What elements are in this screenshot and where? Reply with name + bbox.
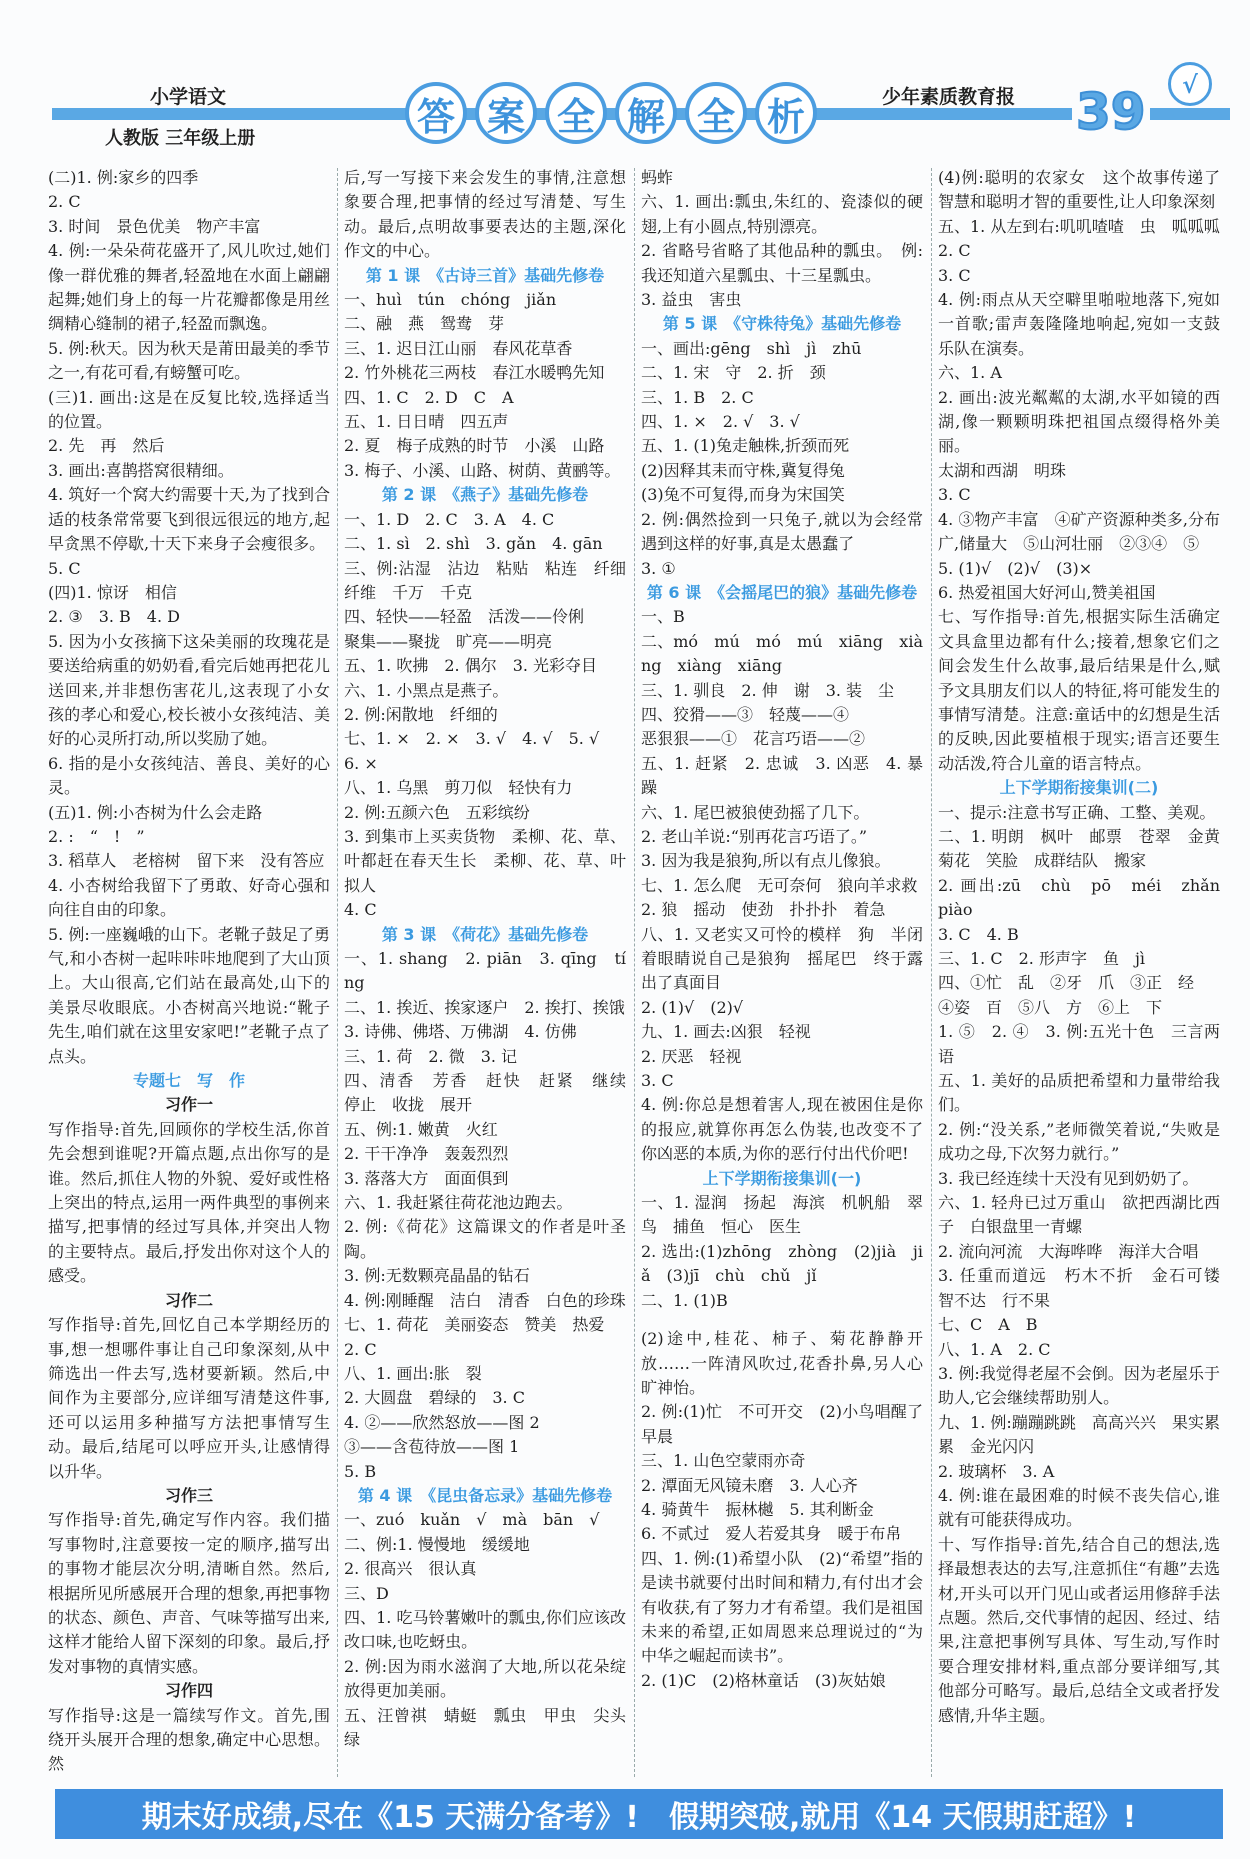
answer-line: 4. ③物产丰富 ④矿产资源种类多,分布广,储量大 ⑤山河壮丽 ②③④ ⑤ <box>938 509 1220 554</box>
answer-line: 二、mó mú mó mú xiāng xiàng xiàng xiāng <box>641 631 923 676</box>
answer-line: 七、C A B <box>938 1315 1038 1335</box>
title-char: 答 <box>405 82 467 144</box>
answer-line: 二、1. 挨近、挨家逐户 2. 挨打、挨饿 <box>344 997 625 1017</box>
answer-line: 4. 骑黄牛 振林樾 5. 其利断金 <box>641 1499 874 1519</box>
answer-line: 2. 很高兴 很认真 <box>344 1559 477 1579</box>
answer-column-2 <box>344 166 643 1752</box>
answer-line: 一、提示:注意书写正确、工整、美观。 <box>938 802 1216 822</box>
answer-line: 5. 例:秋天。因为秋天是莆田最美的季节之一,有花可看,有螃蟹可吃。 <box>48 338 330 383</box>
section-heading: 第 1 课 《古诗三首》基础先修卷 <box>365 265 605 285</box>
answer-line: 4. 筑好一个窝大约需要十天,为了找到合适的枝条常常要飞到很远很远的地方,起早贪黑不停歇,十天下来身子会瘦很多。 <box>48 485 330 554</box>
answer-line: 2. C <box>344 1339 377 1359</box>
answer-line: 4. 例:刚睡醒 洁白 清香 白色的珍珠 <box>344 1290 626 1310</box>
answer-line: 2. 竹外桃花三两枝 春江水暖鸭先知 <box>344 363 605 383</box>
answer-line: ④姿 百 ⑤八 方 ⑥上 下 <box>938 997 1163 1017</box>
answer-line: 八、1. 乌黑 剪刀似 轻快有力 <box>344 778 573 798</box>
answer-line: 5. B <box>344 1461 377 1481</box>
section-heading: 上下学期衔接集训(一) <box>702 1168 862 1188</box>
answer-line: 3. 时间 景色优美 物产丰富 <box>48 216 261 236</box>
answer-line: 三、1. 荷 2. 微 3. 记 <box>344 1046 518 1066</box>
column-divider <box>931 168 932 1777</box>
answer-line: (五)1. 例:小杏树为什么会走路 <box>48 802 263 822</box>
answer-line: 2. 例:偶然捡到一只兔子,就以为会经常遇到这样的好事,真是太愚蠢了 <box>641 509 923 554</box>
answer-line: 3. C <box>641 1071 674 1091</box>
answer-line: 六、1. 轻舟已过万重山 欲把西湖比西子 白银盘里一青螺 <box>938 1193 1220 1237</box>
answer-line: 3. 例:我觉得老屋不会倒。因为老屋乐于助人,它会继续帮助别人。 <box>938 1363 1220 1408</box>
answer-line: 2. 选出:(1)zhōng zhòng (2)jià jiǎ (3)jī chù chǔ jǐ <box>641 1241 923 1286</box>
answer-line: 三、例:沾湿 沾边 粘贴 粘连 纤细 纤维 千万 千克 <box>344 558 643 602</box>
answer-line: 2. 画出:zū chù pō méi zhǎn piào <box>938 875 1237 920</box>
subsection-heading: 习作二 <box>164 1290 213 1310</box>
answer-line: 五、1. 吹拂 2. 偶尔 3. 光彩夺目 <box>344 656 598 676</box>
answer-line: 2. 省略号省略了其他品种的瓢虫。 例:我还知道六星瓢虫、十三星瓢虫。 <box>641 241 923 285</box>
answer-line: 八、1. 又老实又可怜的模样 狗 半闭着眼睛说自己是狼狗 摇尾巴 终于露出了真面目 <box>641 924 923 993</box>
answer-line: 蚂蚱 <box>641 168 674 187</box>
answer-line: 2. 狼 摇动 使劲 扑扑扑 着急 <box>641 900 886 920</box>
answer-line: 五、汪曾祺 蜻蜓 瓢虫 甲虫 尖头绿 <box>344 1705 626 1749</box>
answer-line: 四、1. 例:(1)希望小队 (2)“希望”指的是读书就要付出时间和精力,有付出才会有收获,有了努力才有希望。我们是祖国未来的希望,正如周恩来总理说过的“为中华之崛起而读书”。 <box>641 1548 923 1666</box>
answer-line: 4. ②——欣然怒放——图 2 <box>344 1412 540 1432</box>
checkmark-logo-icon: √ <box>1168 62 1212 106</box>
answer-line: 三、1. B 2. C <box>641 387 754 407</box>
answer-line: 一、1. shang 2. piān 3. qīng tíng <box>344 949 626 993</box>
section-heading: 第 2 课 《燕子》基础先修卷 <box>381 485 589 505</box>
answer-line: 一、1. D 2. C 3. A 4. C <box>344 509 555 529</box>
answer-line: 九、1. 画去:凶狠 轻视 <box>641 1022 811 1042</box>
answer-line: 3. ① <box>641 558 676 578</box>
title-char: 析 <box>755 82 817 144</box>
page-number: 39 <box>1072 84 1150 140</box>
answer-line: 5. (1)√ (2)√ (3)× <box>938 558 1093 578</box>
answer-column-3 <box>641 166 923 1693</box>
promo-banner: 期末好成绩,尽在《15 天满分备考》! 假期突破,就用《14 天假期赶超》! <box>55 1789 1223 1839</box>
answer-line: 6. 指的是小女孩纯洁、善良、美好的心灵。 <box>48 753 330 798</box>
answer-line: 3. 画出:喜鹊搭窝很精细。 <box>48 460 234 480</box>
answer-line: 3. 稻草人 老榕树 留下来 没有答应 <box>48 851 325 871</box>
subject-label: 小学语文 <box>150 86 227 108</box>
answer-line: 三、1. 山色空蒙雨亦奇 <box>641 1451 806 1471</box>
answer-line: 写作指导:这是一篇续写作文。首先,围绕开头展开合理的想象,确定中心思想。然 <box>48 1705 330 1774</box>
answer-line: 三、1. 驯良 2. 伸 谢 3. 装 尘 <box>641 680 895 700</box>
answer-line: 3. 到集市上买卖货物 柔柳、花、草、叶都赶在春天生长 柔柳、花、草、叶 拟人 <box>344 826 643 895</box>
answer-line: 三、1. C 2. 形声字 鱼 jì <box>938 949 1146 968</box>
answer-line: 3. 例:无数颗亮晶晶的钻石 <box>344 1266 530 1286</box>
answer-line: 3. C <box>938 485 971 505</box>
answer-line: 二、1. 明朗 枫叶 邮票 苍翠 金黄 菊花 笑脸 成群结队 搬家 <box>938 826 1237 871</box>
answer-line: 四、清香 芳香 赶快 赶紧 继续 停止 收拢 展开 <box>344 1071 643 1115</box>
answer-line: 3. 益虫 害虫 <box>641 290 742 310</box>
answer-line: (三)1. 画出:这是在反复比较,选择适当的位置。 <box>48 387 330 432</box>
answer-line: 聚集——聚拢 旷亮——明亮 <box>344 631 553 651</box>
answer-line: 三、D <box>344 1583 389 1603</box>
answer-line: 2. 先 再 然后 <box>48 436 165 456</box>
section-heading: 上下学期衔接集训(二) <box>999 778 1159 798</box>
answer-line: 五、1. 从左到右:叽叽喳喳 虫 呱呱呱 <box>938 216 1220 236</box>
answer-line: 3. 诗佛、佛塔、万佛湖 4. 仿佛 <box>344 1022 577 1042</box>
answer-line: 六、1. 画出:瓢虫,朱红的、瓷漆似的硬翅,上有小圆点,特别漂亮。 <box>641 192 923 236</box>
answer-line: 5. 因为小女孩摘下这朵美丽的玫瑰花是要送给病重的奶奶看,看完后她再把花儿送回来,并非想伤害花儿,这表现了小女孩的孝心和爱心,校长被小女孩纯洁、美好的心灵所打动,所以奖励了她。 <box>48 631 330 749</box>
answer-line: 一、1. 湿润 扬起 海滨 机帆船 翠鸟 捕鱼 恒心 医生 <box>641 1193 923 1237</box>
edition-label: 人教版 三年级上册 <box>105 128 256 149</box>
answer-line: 四、狡猾——③ 轻蔑——④ <box>641 704 850 724</box>
answer-line: 五、1. 日日晴 四五声 <box>344 412 509 432</box>
answer-line: 七、1. 荷花 美丽姿态 赞美 热爱 <box>344 1315 605 1335</box>
subsection-heading: 习作一 <box>164 1095 213 1115</box>
answer-line: 五、1. (1)兔走触株,折颈而死 <box>641 436 850 456</box>
answer-line: 3. 因为我是狼狗,所以有点儿像狼。 <box>641 851 891 871</box>
section-heading: 第 6 课 《会摇尾巴的狼》基础先修卷 <box>646 582 918 602</box>
answer-line: 写作指导:首先,回顾你的学校生活,你首先会想到谁呢?开篇点题,点出你写的是谁。然后,抓住人物的外貌、爱好或性格上突出的特点,运用一两件典型的事例来描写,把事情的经过写具体,并突出人物的主要特点。最后,抒发出你对这个人的感受。 <box>48 1119 330 1286</box>
answer-line: 2. (1)√ (2)√ <box>641 997 744 1017</box>
answer-line: 六、1. 尾巴被狼使劲摇了几下。 <box>641 802 870 822</box>
answer-line: 四、轻快——轻盈 活泼——伶俐 <box>344 607 585 627</box>
answer-line: 3. 落落大方 面面俱到 <box>344 1168 509 1188</box>
answer-line: 二、1. sì 2. shì 3. gǎn 4. gān <box>344 534 603 554</box>
answer-line: 2. 厌恶 轻视 <box>641 1046 742 1066</box>
answer-line: 4. 例:雨点从天空噼里啪啦地落下,宛如一首歌;雷声轰隆隆地响起,宛如一支鼓乐队在演奏。 <box>938 290 1220 358</box>
answer-line: 五、1. 赶紧 2. 忠诚 3. 凶恶 4. 暴躁 <box>641 753 923 798</box>
answer-line: 2. (1)C (2)格林童话 (3)灰姑娘 <box>641 1670 886 1690</box>
answer-line: 六、1. 我赶紧往荷花池边跑去。 <box>344 1193 573 1213</box>
subsection-heading: 习作三 <box>164 1485 213 1505</box>
answer-line: 八、1. A 2. C <box>938 1339 1051 1359</box>
answer-line: 2. 夏 梅子成熟的时节 小溪 山路 <box>344 436 605 456</box>
answer-line: 五、例:1. 嫩黄 火红 <box>344 1119 498 1139</box>
answer-line: 2. 流向河流 大海哗哗 海洋大合唱 <box>938 1241 1199 1261</box>
answer-line: (2)因释其耒而守株,冀复得兔 <box>641 460 845 480</box>
answer-line: (3)兔不可复得,而身为宋国笑 <box>641 485 845 505</box>
answer-line: 3. C <box>938 265 971 285</box>
answer-line: 九、1. 例:蹦蹦跳跳 高高兴兴 果实累累 金光闪闪 <box>938 1412 1220 1457</box>
title-char: 全 <box>685 82 747 144</box>
newspaper-name: 少年素质教育报 <box>882 86 1016 108</box>
answer-line: 2. 画出:波光粼粼的太湖,水平如镜的西湖,像一颗颗明珠把祖国点缀得格外美丽。 <box>938 387 1220 456</box>
answer-line: 2. : “ ! ” <box>48 826 145 846</box>
answer-line: 太湖和西湖 明珠 <box>938 460 1067 480</box>
answer-line: 2. C <box>938 241 971 261</box>
answer-line: 2. 例:五颜六色 五彩缤纷 <box>344 802 530 822</box>
answer-line: 写作指导:首先,确定写作内容。我们描写事物时,注意要按一定的顺序,描写出的事物才能层次分明,清晰自然。然后,根据所见所感展开合理的想象,再把事物的状态、颜色、声音、气味等描写出来,这样才能给人留下深刻的印象。最后,抒发对事物的真情实感。 <box>48 1510 330 1676</box>
answer-line: 二、融 燕 鸳鸯 芽 <box>344 314 505 334</box>
answer-line: (4)例:聪明的农家女 这个故事传递了智慧和聪明才智的重要性,让人印象深刻 <box>938 168 1220 212</box>
answer-line: 2. 例:“没关系,”老师微笑着说,“失败是成功之母,下次努力就行。” <box>938 1119 1220 1164</box>
answer-line: 3. 任重而道远 朽木不折 金石可镂 智不达 行不果 <box>938 1266 1237 1310</box>
subsection-heading: 习作四 <box>164 1681 213 1701</box>
answer-line: 四、1. 吃马铃薯嫩叶的瓢虫,你们应该改改口味,也吃蚜虫。 <box>344 1607 626 1652</box>
answer-line: 写作指导:首先,回忆自己本学期经历的事,想一想哪件事让自己印象深刻,从中筛选出一件去写,选材要新颖。然后,中间作为主要部分,应详细写清楚这件事,还可以运用多种描写方法把事情写生动。最后,结尾可以呼应开头,让感情得以升华。 <box>48 1315 330 1481</box>
section-heading: 第 4 课 《昆虫备忘录》基础先修卷 <box>357 1485 613 1505</box>
answer-line: 五、1. 美好的品质把希望和力量带给我们。 <box>938 1071 1220 1115</box>
answer-line: 四、①忙 乱 ②牙 爪 ③正 经 <box>938 973 1195 993</box>
answer-line: 3. C 4. B <box>938 924 1019 944</box>
answer-line: 一、zuó kuǎn √ mà bān √ <box>344 1510 600 1530</box>
answer-line: 2. 老山羊说:“别再花言巧语了。” <box>641 826 868 846</box>
answer-line: ③——含苞待放——图 1 <box>344 1437 520 1457</box>
answer-line: 4. C <box>344 900 377 920</box>
answer-line: 2. 例:《荷花》这篇课文的作者是叶圣陶。 <box>344 1217 626 1261</box>
column-divider <box>634 168 635 1777</box>
answer-line: 5. 例:一座巍峨的山下。老靴子鼓足了勇气,和小杏树一起咔咔咔地爬到了大山顶上。大山很高,它们站在最高处,山下的美景尽收眼底。小杏树高兴地说:“靴子先生,咱们就在这里安家吧!”老靴子点了点头。 <box>48 924 330 1066</box>
answer-line: 一、画出:gēng shì jì zhū <box>641 338 862 358</box>
column-divider <box>337 168 338 1777</box>
answer-line: 2. C <box>48 192 81 212</box>
answer-line: 4. 例:一朵朵荷花盛开了,风儿吹过,她们像一群优雅的舞者,轻盈地在水面上翩翩起舞;她们身上的每一片花瓣都像是用丝绸精心缝制的裙子,轻盈而飘逸。 <box>48 241 330 334</box>
answer-line: (四)1. 惊讶 相信 <box>48 582 177 602</box>
answer-line: 恶狠狠——① 花言巧语——② <box>641 729 866 749</box>
answer-column-1 <box>48 166 330 1777</box>
answer-line: 2. 例:(1)忙 不可开交 (2)小鸟唱醒了早晨 <box>641 1402 923 1446</box>
answer-line: 4. 小杏树给我留下了勇敢、好奇心强和向往自由的印象。 <box>48 875 330 920</box>
answer-line: 七、写作指导:首先,根据实际生活确定文具盒里边都有什么;接着,想象它们之间会发生什么故事,最后结果是什么,赋予文具朋友们以人的特征,将可能发生的事情写清楚。注意:童话中的幻想是生活的反映,因此要植根于现实;语言还要生动活泼,符合儿童的语言特点。 <box>938 607 1220 773</box>
answer-line: 七、1. × 2. × 3. √ 4. √ 5. √ <box>344 729 600 749</box>
answer-line: 七、1. 怎么爬 无可奈何 狼向羊求救 <box>641 875 918 895</box>
answer-line: 六、1. 小黑点是燕子。 <box>344 680 509 700</box>
answer-line: 四、1. × 2. √ 3. √ <box>641 412 800 432</box>
answer-line: 6. 不贰过 爱人若爱其身 暖于布帛 <box>641 1524 902 1544</box>
answer-line: 6. × <box>344 753 378 773</box>
answer-line: 后,写一写接下来会发生的事情,注意想象要合理,把事情的经过写清楚、写生动。最后,点明故事要表达的主题,深化作文的中心。 <box>344 168 626 261</box>
answer-line: 4. 例:谁在最困难的时候不丧失信心,谁就有可能获得成功。 <box>938 1485 1220 1530</box>
answer-line: (二)1. 例:家乡的四季 <box>48 168 199 187</box>
answer-line: 3. 我已经连续十天没有见到奶奶了。 <box>938 1168 1199 1188</box>
answer-line: 四、1. C 2. D C A <box>344 387 514 407</box>
answer-line: 2. ③ 3. B 4. D <box>48 607 180 627</box>
answer-line: 2. 例:因为雨水滋润了大地,所以花朵绽放得更加美丽。 <box>344 1656 626 1701</box>
answer-line: (2)途中,桂花、柿子、菊花静静开放……一阵清风吹过,花香扑鼻,另人心旷神怡。 <box>641 1329 923 1397</box>
answer-line: 二、例:1. 慢慢地 缓缓地 <box>344 1534 530 1554</box>
answer-line: 6. 热爱祖国大好河山,赞美祖国 <box>938 582 1156 602</box>
answer-line: 4. 例:你总是想着害人,现在被困住是你的报应,就算你再怎么伪装,也改变不了你凶恶的本质,为你的恶行付出代价吧! <box>641 1095 923 1164</box>
answer-line: 一、huì tún chóng jiǎn <box>344 290 557 310</box>
answer-line: 2. 大圆盘 碧绿的 3. C <box>344 1388 525 1408</box>
page-title <box>405 82 817 144</box>
answer-line: 2. 潭面无风镜未磨 3. 人心齐 <box>641 1475 858 1495</box>
answer-column-4 <box>938 166 1237 1728</box>
title-char: 全 <box>545 82 607 144</box>
answer-line: 二、1. 宋 守 2. 折 颈 <box>641 363 826 383</box>
section-heading: 专题七 写 作 <box>132 1071 245 1091</box>
section-heading: 第 3 课 《荷花》基础先修卷 <box>381 924 589 944</box>
answer-line: 十、写作指导:首先,结合自己的想法,选择最想表达的去写,注意抓住“有趣”去选材,开头可以开门见山或者运用修辞手法点题。然后,交代事情的起因、经过、结果,注意把事例写具体、写生动,写作时要合理安排材料,重点部分要详细写,其他部分可略写。最后,总结全文或者抒发感情,升华主题。 <box>938 1534 1220 1725</box>
title-char: 案 <box>475 82 537 144</box>
answer-line: 5. C <box>48 558 81 578</box>
answer-line: 一、B <box>641 607 685 627</box>
answer-line: 二、1. (1)B <box>641 1290 728 1310</box>
answer-line: 三、1. 迟日江山丽 春风花草香 <box>344 338 573 358</box>
answer-line: 2. 干干净净 轰轰烈烈 <box>344 1144 509 1164</box>
section-heading: 第 5 课 《守株待兔》基础先修卷 <box>662 314 902 334</box>
answer-line: 2. 例:闲散地 纤细的 <box>344 704 498 724</box>
answer-line: 六、1. A <box>938 363 1002 383</box>
title-char: 解 <box>615 82 677 144</box>
answer-line: 八、1. 画出:胀 裂 <box>344 1363 482 1383</box>
answer-line: 1. ⑤ 2. ④ 3. 例:五光十色 三言两语 <box>938 1022 1220 1066</box>
answer-line: 2. 玻璃杯 3. A <box>938 1461 1055 1481</box>
answer-line: 3. 梅子、小溪、山路、树荫、黄鹂等。 <box>344 460 621 480</box>
